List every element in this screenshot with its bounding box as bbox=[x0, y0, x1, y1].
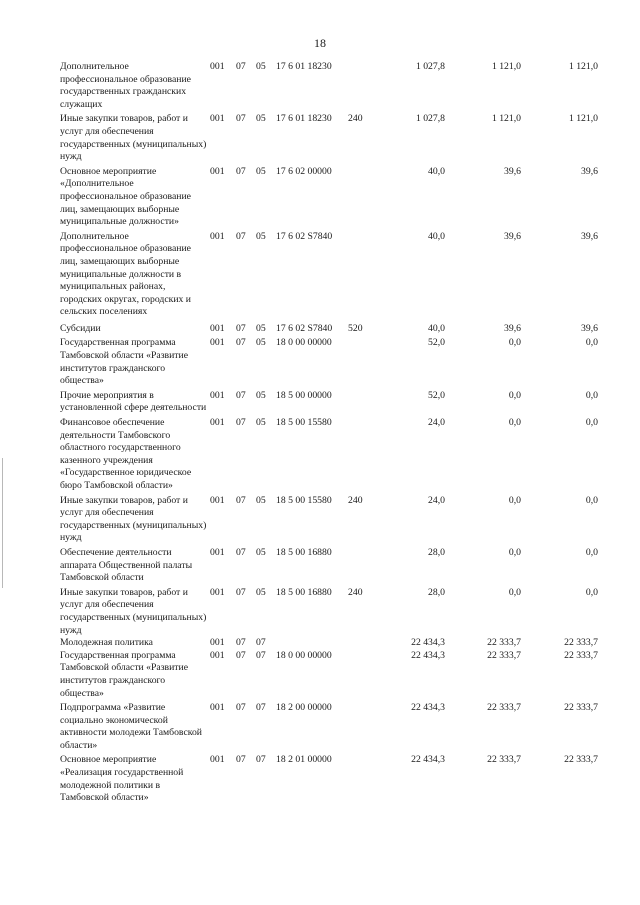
row-name: Основное мероприятие «Дополнительное профессиональное образование лиц, замещающих выборные муниципальные должности» bbox=[60, 165, 191, 228]
row-code: 001 bbox=[210, 754, 225, 766]
row-section: 07 bbox=[236, 337, 246, 349]
row-name: Молодежная политика bbox=[60, 637, 153, 649]
row-name: Подпрограмма «Развитие социально экономической активности молодежи Тамбовской области» bbox=[60, 702, 202, 751]
row-amount-1: 52,0 bbox=[428, 337, 445, 349]
table-row bbox=[60, 587, 605, 637]
row-amount-1: 22 434,3 bbox=[411, 754, 445, 766]
row-amount-3: 39,6 bbox=[581, 322, 598, 334]
table-row bbox=[60, 390, 605, 415]
row-section: 07 bbox=[236, 546, 246, 558]
row-target-article: 17 6 02 S7840 bbox=[276, 322, 333, 334]
row-subsection: 05 bbox=[256, 322, 266, 334]
row-amount-2: 22 333,7 bbox=[487, 754, 521, 766]
row-target-article: 18 5 00 15580 bbox=[276, 494, 332, 506]
row-amount-2: 0,0 bbox=[508, 337, 521, 349]
budget-table bbox=[60, 61, 605, 805]
row-section: 07 bbox=[236, 702, 246, 714]
row-subsection: 05 bbox=[256, 494, 266, 506]
row-target-article: 18 5 00 00000 bbox=[276, 389, 332, 401]
row-amount-1: 40,0 bbox=[428, 165, 445, 177]
row-code: 001 bbox=[210, 61, 225, 72]
row-subsection: 05 bbox=[256, 230, 266, 242]
row-target-article: 17 6 02 S7840 bbox=[276, 230, 333, 242]
table-row bbox=[60, 323, 605, 336]
row-amount-1: 1 027,8 bbox=[415, 61, 445, 72]
row-code: 001 bbox=[210, 322, 225, 334]
row-subsection: 07 bbox=[256, 637, 266, 649]
row-amount-3: 0,0 bbox=[585, 586, 598, 598]
row-section: 07 bbox=[236, 417, 246, 429]
row-amount-1: 40,0 bbox=[428, 230, 445, 242]
row-amount-3: 0,0 bbox=[585, 417, 598, 429]
table-row bbox=[60, 61, 605, 111]
row-subsection: 05 bbox=[256, 586, 266, 598]
row-amount-1: 1 027,8 bbox=[415, 113, 445, 125]
row-code: 001 bbox=[210, 586, 225, 598]
row-amount-1: 28,0 bbox=[428, 546, 445, 558]
row-expense-type: 240 bbox=[348, 586, 363, 598]
row-amount-3: 0,0 bbox=[585, 546, 598, 558]
row-section: 07 bbox=[236, 322, 246, 334]
scan-edge-mark bbox=[2, 458, 3, 588]
row-name: Финансовое обеспечение деятельности Тамбовского областного государственного казенного учреждения «Государственное юридическое бюро Тамбовской области» bbox=[60, 417, 192, 491]
row-amount-3: 22 333,7 bbox=[564, 637, 598, 649]
row-section: 07 bbox=[236, 61, 246, 72]
row-code: 001 bbox=[210, 113, 225, 125]
row-target-article: 17 6 01 18230 bbox=[276, 113, 332, 125]
table-row bbox=[60, 702, 605, 752]
table-row bbox=[60, 650, 605, 700]
row-name: Обеспечение деятельности аппарата Общественной палаты Тамбовской области bbox=[60, 546, 193, 584]
row-expense-type: 240 bbox=[348, 113, 363, 125]
row-code: 001 bbox=[210, 649, 225, 661]
table-row bbox=[60, 113, 605, 163]
row-section: 07 bbox=[236, 230, 246, 242]
table-row bbox=[60, 637, 605, 650]
row-section: 07 bbox=[236, 754, 246, 766]
table-row bbox=[60, 337, 605, 387]
row-expense-type: 520 bbox=[348, 322, 363, 334]
row-amount-2: 22 333,7 bbox=[487, 702, 521, 714]
row-code: 001 bbox=[210, 417, 225, 429]
row-code: 001 bbox=[210, 702, 225, 714]
row-subsection: 05 bbox=[256, 337, 266, 349]
row-amount-1: 24,0 bbox=[428, 494, 445, 506]
row-amount-3: 22 333,7 bbox=[564, 754, 598, 766]
row-amount-1: 40,0 bbox=[428, 322, 445, 334]
row-target-article: 18 2 00 00000 bbox=[276, 702, 332, 714]
row-subsection: 05 bbox=[256, 417, 266, 429]
row-amount-3: 22 333,7 bbox=[564, 702, 598, 714]
row-amount-3: 0,0 bbox=[585, 337, 598, 349]
row-amount-1: 22 434,3 bbox=[411, 702, 445, 714]
row-target-article: 17 6 01 18230 bbox=[276, 61, 332, 72]
row-amount-2: 39,6 bbox=[504, 322, 521, 334]
row-section: 07 bbox=[236, 494, 246, 506]
row-name: Прочие мероприятия в установленной сфере деятельности bbox=[60, 389, 207, 414]
row-target-article: 18 5 00 16880 bbox=[276, 546, 332, 558]
row-name: Иные закупки товаров, работ и услуг для обеспечения государственных (муниципальных) нужд bbox=[60, 586, 207, 636]
row-amount-3: 22 333,7 bbox=[564, 649, 598, 661]
row-amount-3: 0,0 bbox=[585, 389, 598, 401]
row-code: 001 bbox=[210, 546, 225, 558]
row-target-article: 18 2 01 00000 bbox=[276, 754, 332, 766]
row-code: 001 bbox=[210, 337, 225, 349]
row-section: 07 bbox=[236, 165, 246, 177]
table-row bbox=[60, 231, 605, 319]
row-name: Иные закупки товаров, работ и услуг для обеспечения государственных (муниципальных) нужд bbox=[60, 494, 207, 544]
row-amount-2: 0,0 bbox=[508, 546, 521, 558]
row-code: 001 bbox=[210, 494, 225, 506]
row-subsection: 05 bbox=[256, 113, 266, 125]
row-amount-2: 1 121,0 bbox=[491, 61, 521, 72]
row-subsection: 05 bbox=[256, 61, 266, 72]
row-code: 001 bbox=[210, 637, 225, 649]
row-amount-3: 39,6 bbox=[581, 165, 598, 177]
row-expense-type: 240 bbox=[348, 494, 363, 506]
row-amount-2: 39,6 bbox=[504, 165, 521, 177]
row-amount-2: 0,0 bbox=[508, 494, 521, 506]
table-row bbox=[60, 495, 605, 545]
row-target-article: 18 5 00 15580 bbox=[276, 417, 332, 429]
row-name: Дополнительное профессиональное образование лиц, замещающих выборные муниципальные должности в муниципальных районах, городских округах, городских и сельских поселениях bbox=[60, 230, 191, 318]
row-amount-2: 0,0 bbox=[508, 586, 521, 598]
row-code: 001 bbox=[210, 165, 225, 177]
row-amount-3: 1 121,0 bbox=[568, 113, 598, 125]
row-amount-1: 24,0 bbox=[428, 417, 445, 429]
table-row bbox=[60, 417, 605, 493]
row-name: Субсидии bbox=[60, 322, 101, 334]
row-subsection: 05 bbox=[256, 165, 266, 177]
page-number: 18 bbox=[314, 36, 326, 50]
row-target-article: 18 0 00 00000 bbox=[276, 649, 332, 661]
row-amount-1: 22 434,3 bbox=[411, 649, 445, 661]
row-amount-2: 39,6 bbox=[504, 230, 521, 242]
row-name: Государственная программа Тамбовской области «Развитие институтов гражданского общества» bbox=[60, 337, 188, 387]
table-row bbox=[60, 754, 605, 804]
row-subsection: 07 bbox=[256, 649, 266, 661]
table-row bbox=[60, 166, 605, 229]
row-name: Дополнительное профессиональное образование государственных гражданских служащих bbox=[60, 61, 191, 110]
row-amount-2: 1 121,0 bbox=[491, 113, 521, 125]
row-subsection: 05 bbox=[256, 389, 266, 401]
row-target-article: 17 6 02 00000 bbox=[276, 165, 332, 177]
row-name: Основное мероприятие «Реализация государственной молодежной политики в Тамбовской области» bbox=[60, 754, 184, 804]
row-amount-3: 1 121,0 bbox=[568, 61, 598, 72]
row-section: 07 bbox=[236, 586, 246, 598]
row-section: 07 bbox=[236, 113, 246, 125]
row-code: 001 bbox=[210, 389, 225, 401]
row-section: 07 bbox=[236, 389, 246, 401]
row-target-article: 18 5 00 16880 bbox=[276, 586, 332, 598]
row-amount-2: 22 333,7 bbox=[487, 649, 521, 661]
row-subsection: 05 bbox=[256, 546, 266, 558]
row-subsection: 07 bbox=[256, 702, 266, 714]
row-amount-1: 22 434,3 bbox=[411, 637, 445, 649]
row-amount-3: 39,6 bbox=[581, 230, 598, 242]
row-name: Иные закупки товаров, работ и услуг для обеспечения государственных (муниципальных) нужд bbox=[60, 113, 207, 163]
row-amount-1: 52,0 bbox=[428, 389, 445, 401]
table-row bbox=[60, 547, 605, 585]
row-section: 07 bbox=[236, 637, 246, 649]
row-amount-3: 0,0 bbox=[585, 494, 598, 506]
row-subsection: 07 bbox=[256, 754, 266, 766]
row-amount-2: 0,0 bbox=[508, 417, 521, 429]
row-amount-2: 0,0 bbox=[508, 389, 521, 401]
row-amount-1: 28,0 bbox=[428, 586, 445, 598]
row-amount-2: 22 333,7 bbox=[487, 637, 521, 649]
row-target-article: 18 0 00 00000 bbox=[276, 337, 332, 349]
row-section: 07 bbox=[236, 649, 246, 661]
row-name: Государственная программа Тамбовской области «Развитие институтов гражданского общества» bbox=[60, 649, 188, 699]
row-code: 001 bbox=[210, 230, 225, 242]
